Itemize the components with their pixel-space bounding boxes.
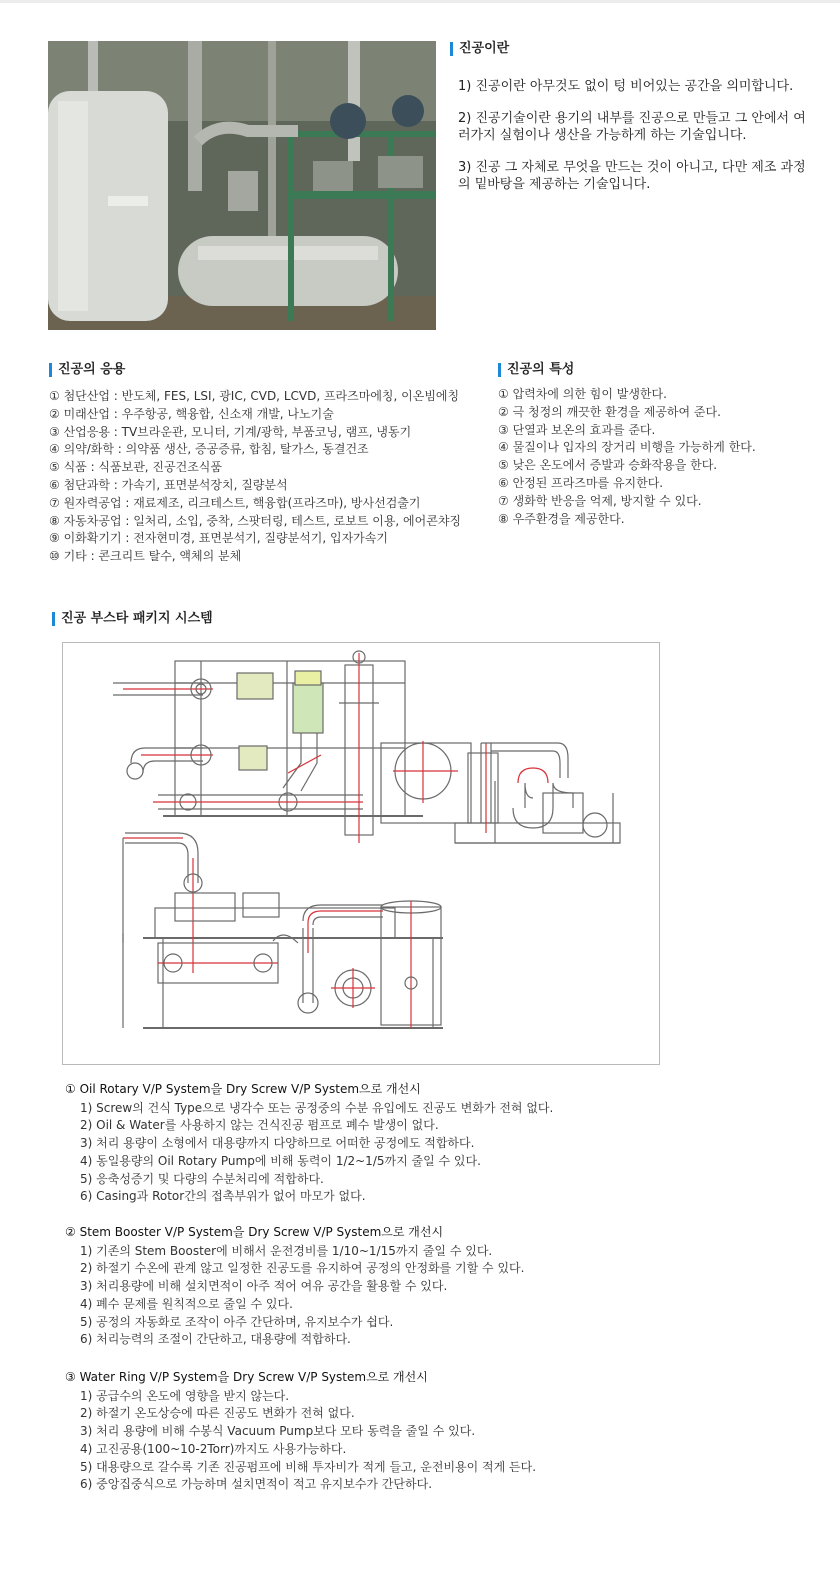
intro-title: 진공이란 [450,41,509,57]
list-item: ① 첨단산업 : 반도체, FES, LSI, 광IC, CVD, LCVD, 프라즈마에칭, 이온빔에칭 [49,389,460,403]
intro-paragraph: 2) 진공기술이란 용기의 내부를 진공으로 만들고 그 안에서 여러가지 실험이나 생산을 가능하게 하는 기술입니다. [458,111,806,143]
list-item: 2) Oil & Water를 사용하지 않는 건식진공 펌프로 폐수 발생이 없다. [80,1118,439,1133]
block-heading: ③ Water Ring V/P System을 Dry Screw V/P System으로 개선시 [65,1370,428,1384]
list-item: ② 미래산업 : 우주항공, 핵융합, 신소재 개발, 나노기술 [49,406,334,421]
list-item: ⑦ 생화학 반응을 억제, 방지할 수 있다. [498,493,702,508]
list-item: 3) 처리 용량이 소형에서 대용량까지 다양하므로 어떠한 공정에도 적합하다. [80,1136,475,1151]
list-item: ⑥ 첨단과학 : 가속기, 표면분석장치, 질량분석 [49,477,288,492]
booster-system-diagram [62,642,660,1065]
list-item: 5) 대용량으로 갈수록 기존 진공펌프에 비해 투자비가 적게 들고, 운전비용이 적게 든다. [80,1459,537,1474]
list-item: ③ 단열과 보온의 효과를 준다. [498,422,656,437]
list-item: ⑤ 식품 : 식품보관, 진공건조식품 [49,460,222,475]
list-item: ⑧ 우주환경을 제공한다. [498,511,625,526]
list-item: ④ 의약/화학 : 의약품 생산, 증공증류, 합침, 탈가스, 동결건조 [49,442,369,457]
list-item: 5) 공정의 자동화로 조작이 아주 간단하며, 유지보수가 쉽다. [80,1314,394,1329]
list-item: ⑨ 이화확기기 : 전자현미경, 표면분석기, 질량분석기, 입자가속기 [49,531,388,546]
booster-title: 진공 부스타 패키지 시스템 [52,611,213,627]
list-item: 6) Casing과 Rotor간의 접촉부위가 없어 마모가 없다. [80,1189,366,1204]
list-item: 3) 처리용량에 비해 설치면적이 아주 적어 여유 공간을 활용할 수 있다. [80,1279,448,1294]
list-item: ⑩ 기타 : 콘크리트 탈수, 액체의 분체 [49,549,242,564]
list-item: ④ 물질이나 입자의 장거리 비행을 가능하게 한다. [498,440,756,455]
applications-list [49,388,461,566]
list-item: ⑦ 원자력공업 : 재료제조, 리크테스트, 핵융합(프라즈마), 방사선검출기 [49,495,421,510]
improvement-block-stem-booster [65,1224,524,1349]
list-item: ① 압력차에 의한 힘이 발생한다. [498,387,667,401]
list-item: 1) Screw의 건식 Type으로 냉각수 또는 공정중의 수분 유입에도 진공도 변화가 전혀 없다. [80,1100,554,1115]
characteristics-list [498,386,756,528]
top-divider [0,0,840,3]
intro-paragraph: 1) 진공이란 아무것도 없이 텅 비어있는 공간을 의미합니다. [458,79,794,94]
list-item: 2) 하절기 온도상승에 따른 진공도 변화가 전혀 없다. [80,1406,355,1421]
applications-title: 진공의 응용 [49,362,125,378]
intro-text [458,78,808,208]
list-item: 4) 고진공용(100~10-2Torr)까지도 사용가능하다. [80,1441,347,1456]
list-item: ③ 산업응용 : TV브라운관, 모니터, 기계/광학, 부품코닝, 램프, 냉동기 [49,424,412,439]
list-item: 4) 동일용량의 Oil Rotary Pump에 비해 동력이 1/2~1/5까지 줄일 수 있다. [80,1153,481,1168]
list-item: 6) 중앙집중식으로 가능하며 설치면적이 적고 유지보수가 간단하다. [80,1477,433,1492]
list-item: 6) 처리능력의 조절이 간단하고, 대용량에 적합하다. [80,1332,351,1347]
list-item: ⑥ 안정된 프라즈마를 유지한다. [498,475,664,490]
list-item: ⑧ 자동차공업 : 일처리, 소입, 중착, 스팟터링, 테스트, 로보트 이용, 에어콘챠징 [49,513,462,528]
list-item: 1) 공급수의 온도에 영향을 받지 않는다. [80,1388,290,1403]
list-item: ⑤ 낮은 온도에서 증발과 승화작용을 한다. [498,458,718,473]
block-heading: ① Oil Rotary V/P System을 Dry Screw V/P System으로 개선시 [65,1082,421,1096]
list-item: 2) 하절기 수온에 관계 않고 일정한 진공도를 유지하여 공정의 안정화를 기할 수 있다. [80,1261,525,1276]
vacuum-plant-photo [48,41,436,330]
list-item: 5) 응축성증기 및 다량의 수분처리에 적합하다. [80,1171,324,1186]
block-heading: ② Stem Booster V/P System을 Dry Screw V/P System으로 개선시 [65,1225,444,1239]
list-item: 1) 기존의 Stem Booster에 비해서 운전경비를 1/10~1/15까지 줄일 수 있다. [80,1243,493,1258]
list-item: ② 극 청정의 깨끗한 환경을 제공하여 준다. [498,404,721,419]
list-item: 3) 처리 용량에 비해 수봉식 Vacuum Pump보다 모타 동력을 줄일 수 있다. [80,1424,476,1439]
list-item: 4) 폐수 문제를 원칙적으로 줄일 수 있다. [80,1296,293,1311]
intro-paragraph: 3) 진공 그 자체로 무엇을 만드는 것이 아니고, 다만 제조 과정의 밑바탕을 제공하는 기술입니다. [458,160,806,192]
characteristics-title: 진공의 특성 [498,362,574,378]
improvement-block-oil-rotary [65,1081,553,1206]
improvement-block-water-ring [65,1369,536,1494]
